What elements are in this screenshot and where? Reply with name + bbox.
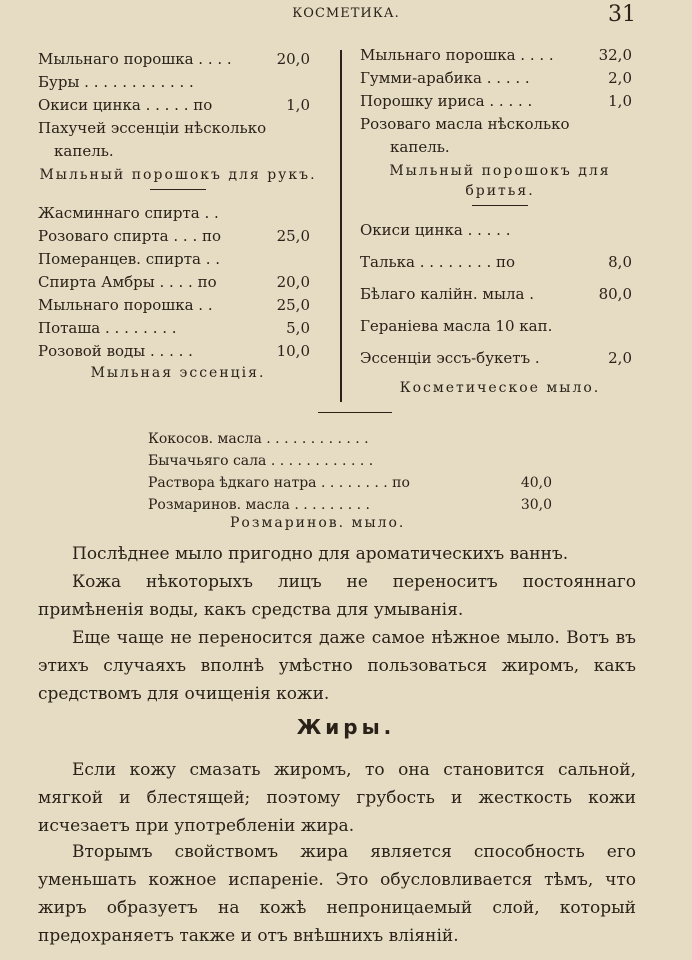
recipe-line: Окиси цинка . . . . . — [360, 221, 511, 239]
recipe-line: Мыльнаго порошка . . . . 20,0 — [38, 50, 310, 68]
paragraph: Еще чаще не переносится даже самое нѣжное мыло. Вотъ въ этихъ случаяхъ вполнѣ умѣстно пользоваться жиромъ, какъ средствомъ для очищенія кожи. — [38, 628, 636, 704]
recipe-line: Мыльнаго порошка . . . . 32,0 — [360, 46, 632, 64]
recipe-line: Спирта Амбры . . . . по 20,0 — [38, 273, 310, 291]
recipe-line: Талька . . . . . . . . по 8,0 — [360, 253, 632, 271]
recipe-line: Кокосов. масла . . . . . . . . . . . . — [148, 431, 369, 447]
column-divider — [340, 50, 342, 402]
recipe-line: Поташа . . . . . . . . 5,0 — [38, 319, 310, 337]
recipe-line: Розоваго масла нѣсколько — [360, 115, 570, 133]
paragraph: Если кожу смазать жиромъ, то она становится сальной, мягкой и блестящей; поэтому грубость и жесткость кожи исчезаетъ при употребленіи жира. — [38, 760, 636, 836]
recipe-line: Гераніева масла 10 кап. — [360, 317, 553, 335]
recipe-line: Порошку ириса . . . . . 1,0 — [360, 92, 632, 110]
recipe-line: Померанцев. спирта . . — [38, 250, 221, 268]
recipe-line: Раствора ѣдкаго натра . . . . . . . . по 40,0 — [148, 475, 552, 491]
divider — [472, 205, 528, 206]
recipe-line: Пахучей эссенціи нѣсколько — [38, 119, 267, 137]
recipe-line: Бѣлаго калійн. мыла . 80,0 — [360, 285, 632, 303]
recipe-title: Розмаринов. мыло. — [230, 515, 406, 531]
recipe-line: Розоваго спирта . . . по 25,0 — [38, 227, 310, 245]
paragraph: Вторымъ свойствомъ жира является способность его уменьшать кожное испареніе. Это обусловливается тѣмъ, что жиръ образуетъ на кожѣ непроницаемый слой, который предохраняетъ также и отъ внѣшнихъ вліяній. — [38, 842, 636, 946]
recipe-line: капель. — [54, 142, 114, 160]
divider — [318, 412, 392, 413]
recipe-line: Гумми-арабика . . . . . 2,0 — [360, 69, 632, 87]
recipe-line: Эссенціи эссъ-букетъ . 2,0 — [360, 349, 632, 367]
recipe-line: Розмаринов. масла . . . . . . . . . 30,0 — [148, 497, 552, 513]
left-column — [38, 48, 318, 383]
section-heading: Жиры. — [296, 715, 396, 739]
recipe-line: Окиси цинка . . . . . по 1,0 — [38, 96, 310, 114]
paragraph: Послѣднее мыло пригодно для ароматическихъ ваннъ. — [72, 544, 569, 564]
paragraph: Кожа нѣкоторыхъ лицъ не переноситъ постояннаго примѣненія воды, какъ средства для умыванія. — [38, 572, 636, 620]
recipe-line: Бычачьяго сала . . . . . . . . . . . . — [148, 453, 374, 469]
recipe-title: Косметическое мыло. — [399, 380, 601, 396]
recipe-line: Буры . . . . . . . . . . . . — [38, 73, 194, 91]
recipe-title: Мыльный порошокъ для рукъ. — [39, 167, 317, 183]
recipe-line: Мыльнаго порошка . . 25,0 — [38, 296, 310, 314]
recipe-line: Розовой воды . . . . . 10,0 — [38, 342, 310, 360]
divider — [150, 189, 206, 190]
recipe-title: Мыльный порошокъ для бритья. — [389, 163, 611, 199]
right-column — [360, 44, 640, 398]
recipe-line: Жасминнаго спирта . . — [38, 204, 219, 222]
page-number: 31 — [608, 2, 636, 27]
recipe-title: Мыльная эссенція. — [90, 365, 266, 381]
middle-recipe — [148, 428, 568, 516]
running-header: КОСМЕТИКА. — [292, 6, 400, 21]
recipe-line: капель. — [390, 138, 450, 156]
